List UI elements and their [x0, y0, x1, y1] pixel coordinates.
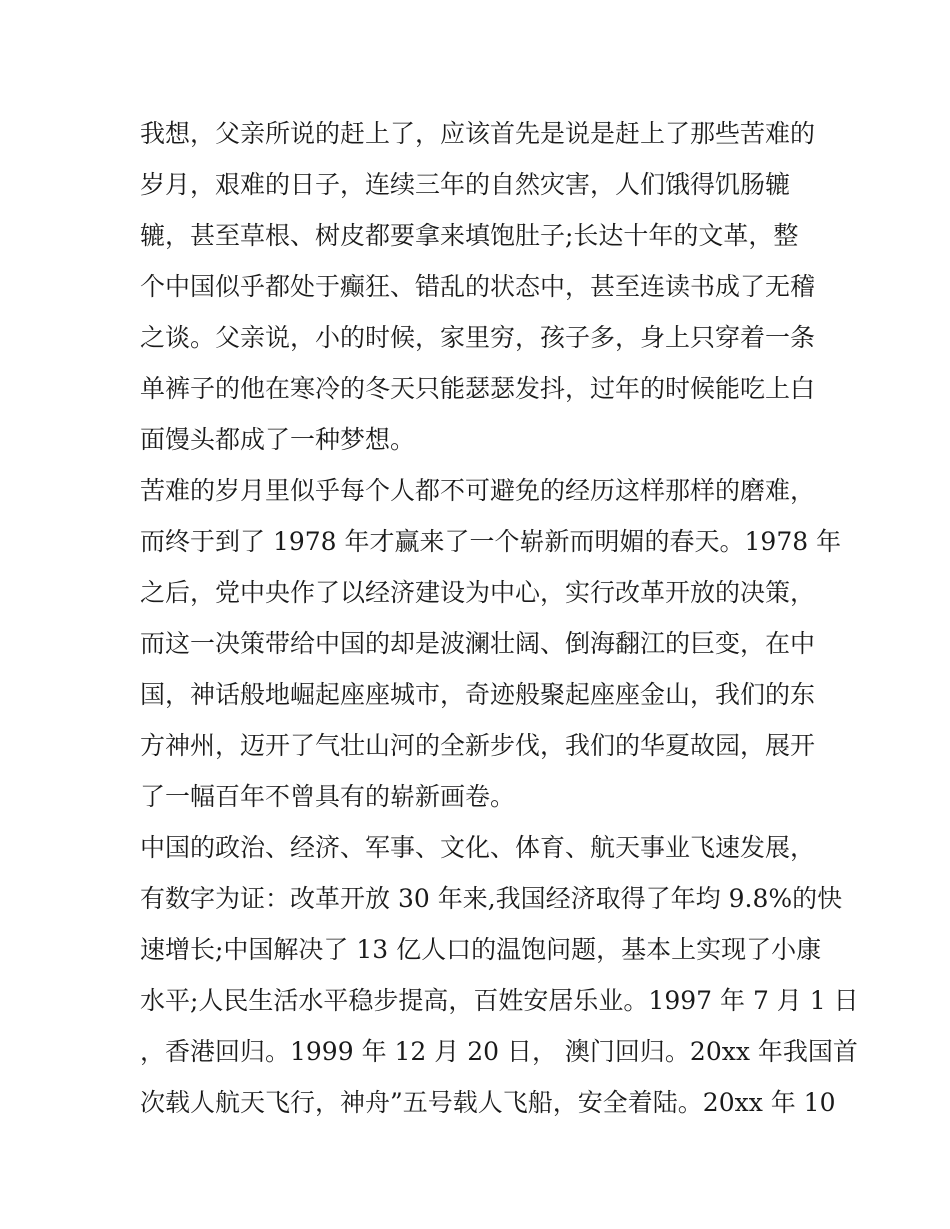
text-line: 单裤子的他在寒冷的冬天只能瑟瑟发抖，过年的时候能吃上白	[140, 374, 816, 403]
text-line: 我想，父亲所说的赶上了，应该首先是说是赶上了那些苦难的	[140, 119, 816, 148]
text-line: 中国的政治、经济、军事、文化、体育、航天事业飞速发展，	[140, 833, 816, 862]
text-line: 了一幅百年不曾具有的崭新画卷。	[140, 782, 516, 811]
text-line: 方神州，迈开了气壮山河的全新步伐，我们的华夏故园，展开	[140, 731, 816, 760]
text-line: ，香港回归。1999 年 12 月 20 日， 澳门回归。20xx 年我国首	[140, 1037, 858, 1066]
text-line: 苦难的岁月里似乎每个人都不可避免的经历这样那样的磨难，	[140, 476, 816, 505]
body-text	[140, 108, 859, 1128]
text-line: 岁月，艰难的日子，连续三年的自然灾害，人们饿得饥肠辘	[140, 170, 791, 199]
text-line: 而这一决策带给中国的却是波澜壮阔、倒海翻江的巨变，在中	[140, 629, 816, 658]
text-line: 速增长;中国解决了 13 亿人口的温饱问题，基本上实现了小康	[140, 935, 822, 964]
text-line: 而终于到了 1978 年才赢来了一个崭新而明媚的春天。1978 年	[140, 527, 842, 556]
text-line: 个中国似乎都处于癫狂、错乱的状态中，甚至连读书成了无稽	[140, 272, 816, 301]
text-line: 面馒头都成了一种梦想。	[140, 425, 416, 454]
text-line: 次载人航天飞行，神舟”五号载人飞船，安全着陆。20xx 年 10	[140, 1088, 836, 1117]
text-line: 水平;人民生活水平稳步提高，百姓安居乐业。1997 年 7 月 1 日	[140, 986, 859, 1015]
text-line: 之谈。父亲说，小的时候，家里穷，孩子多，身上只穿着一条	[140, 323, 816, 352]
text-line: 之后，党中央作了以经济建设为中心，实行改革开放的决策，	[140, 578, 816, 607]
text-line: 辘，甚至草根、树皮都要拿来填饱肚子;长达十年的文革，整	[140, 221, 799, 250]
text-line: 有数字为证：改革开放 30 年来,我国经济取得了年均 9.8%的快	[140, 884, 843, 913]
text-line: 国，神话般地崛起座座城市，奇迹般聚起座座金山，我们的东	[140, 680, 816, 709]
